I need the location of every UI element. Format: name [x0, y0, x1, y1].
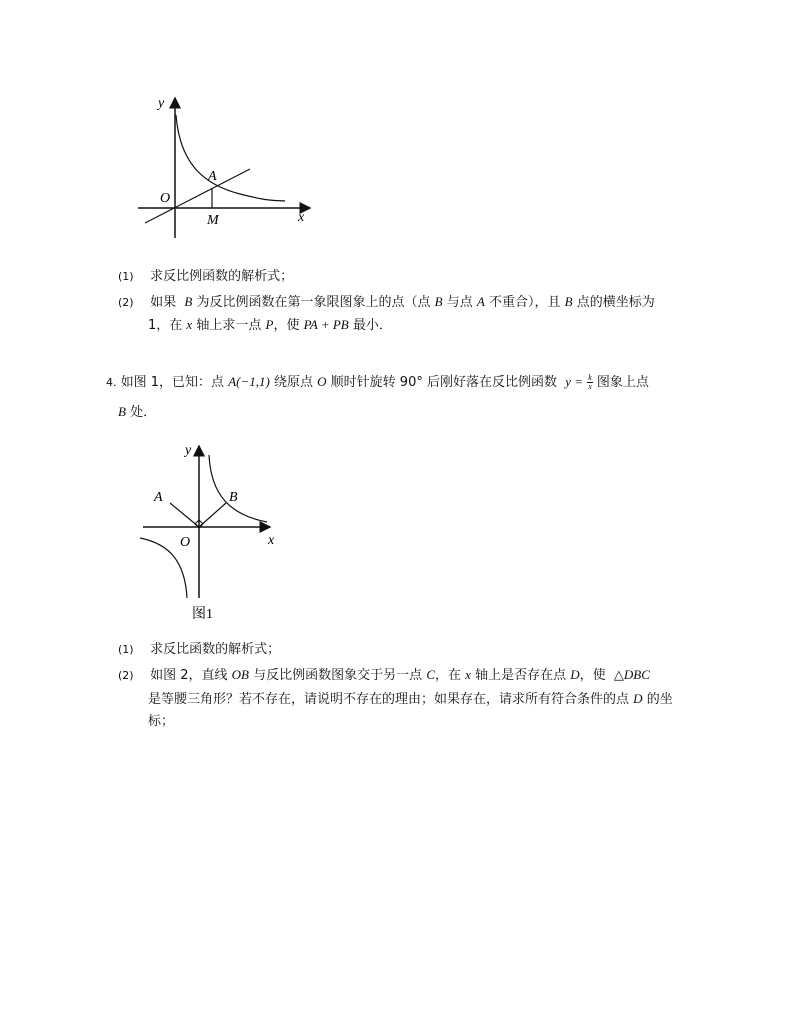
- label-o: O: [160, 191, 171, 206]
- label-a: A: [208, 169, 217, 184]
- hyperbola-curve: [176, 115, 285, 201]
- q3-item-2-line2: 1，在 x 轴上求一点 P，使 PA + PB 最小．: [148, 317, 392, 333]
- figure-1: [130, 90, 330, 245]
- q4-item-2-line3: 标；: [148, 714, 175, 729]
- q3-item-2-line1: (2) 如果 B 为反比例函数在第一象限图象上的点（点 B 与点 A 不重合），且 B 点的横坐标为: [118, 294, 655, 310]
- q4-stem-line1: 4. 如图 1，已知：点 A(−1,1) 绕原点 O 顺时针旋转 90° 后刚好落在反比例函数 y = $\frac{k}{x}$ 图象上点: [106, 373, 649, 391]
- label-b: B: [229, 490, 238, 505]
- label-y: y: [158, 96, 165, 111]
- label-x: x: [298, 210, 305, 225]
- label-x: x: [268, 533, 275, 548]
- segment-oa: [170, 503, 199, 527]
- q4-item-2-line1: (2) 如图 2，直线 OB 与反比例函数图象交于另一点 C，在 x 轴上是否存在点 D，使 △DBC: [118, 667, 650, 683]
- hyperbola-branch-1: [209, 455, 267, 522]
- q4-stem-line2: B 处．: [118, 404, 157, 420]
- figure-2: [135, 440, 285, 625]
- q4-item-1: (1) 求反比函数的解析式；: [118, 642, 281, 657]
- label-y: y: [185, 443, 192, 458]
- label-o: O: [180, 535, 191, 550]
- label-m: M: [207, 213, 219, 228]
- q4-item-2-line2: 是等腰三角形？若不存在，请说明不存在的理由；如果存在，请求所有符合条件的点 D 的坐: [148, 691, 673, 707]
- figure-caption: 图1: [192, 607, 213, 622]
- label-a: A: [154, 490, 163, 505]
- q3-item-1: (1) 求反比例函数的解析式；: [118, 269, 294, 284]
- fraction-k-over-x: $\frac{k}{x}$: [588, 373, 592, 391]
